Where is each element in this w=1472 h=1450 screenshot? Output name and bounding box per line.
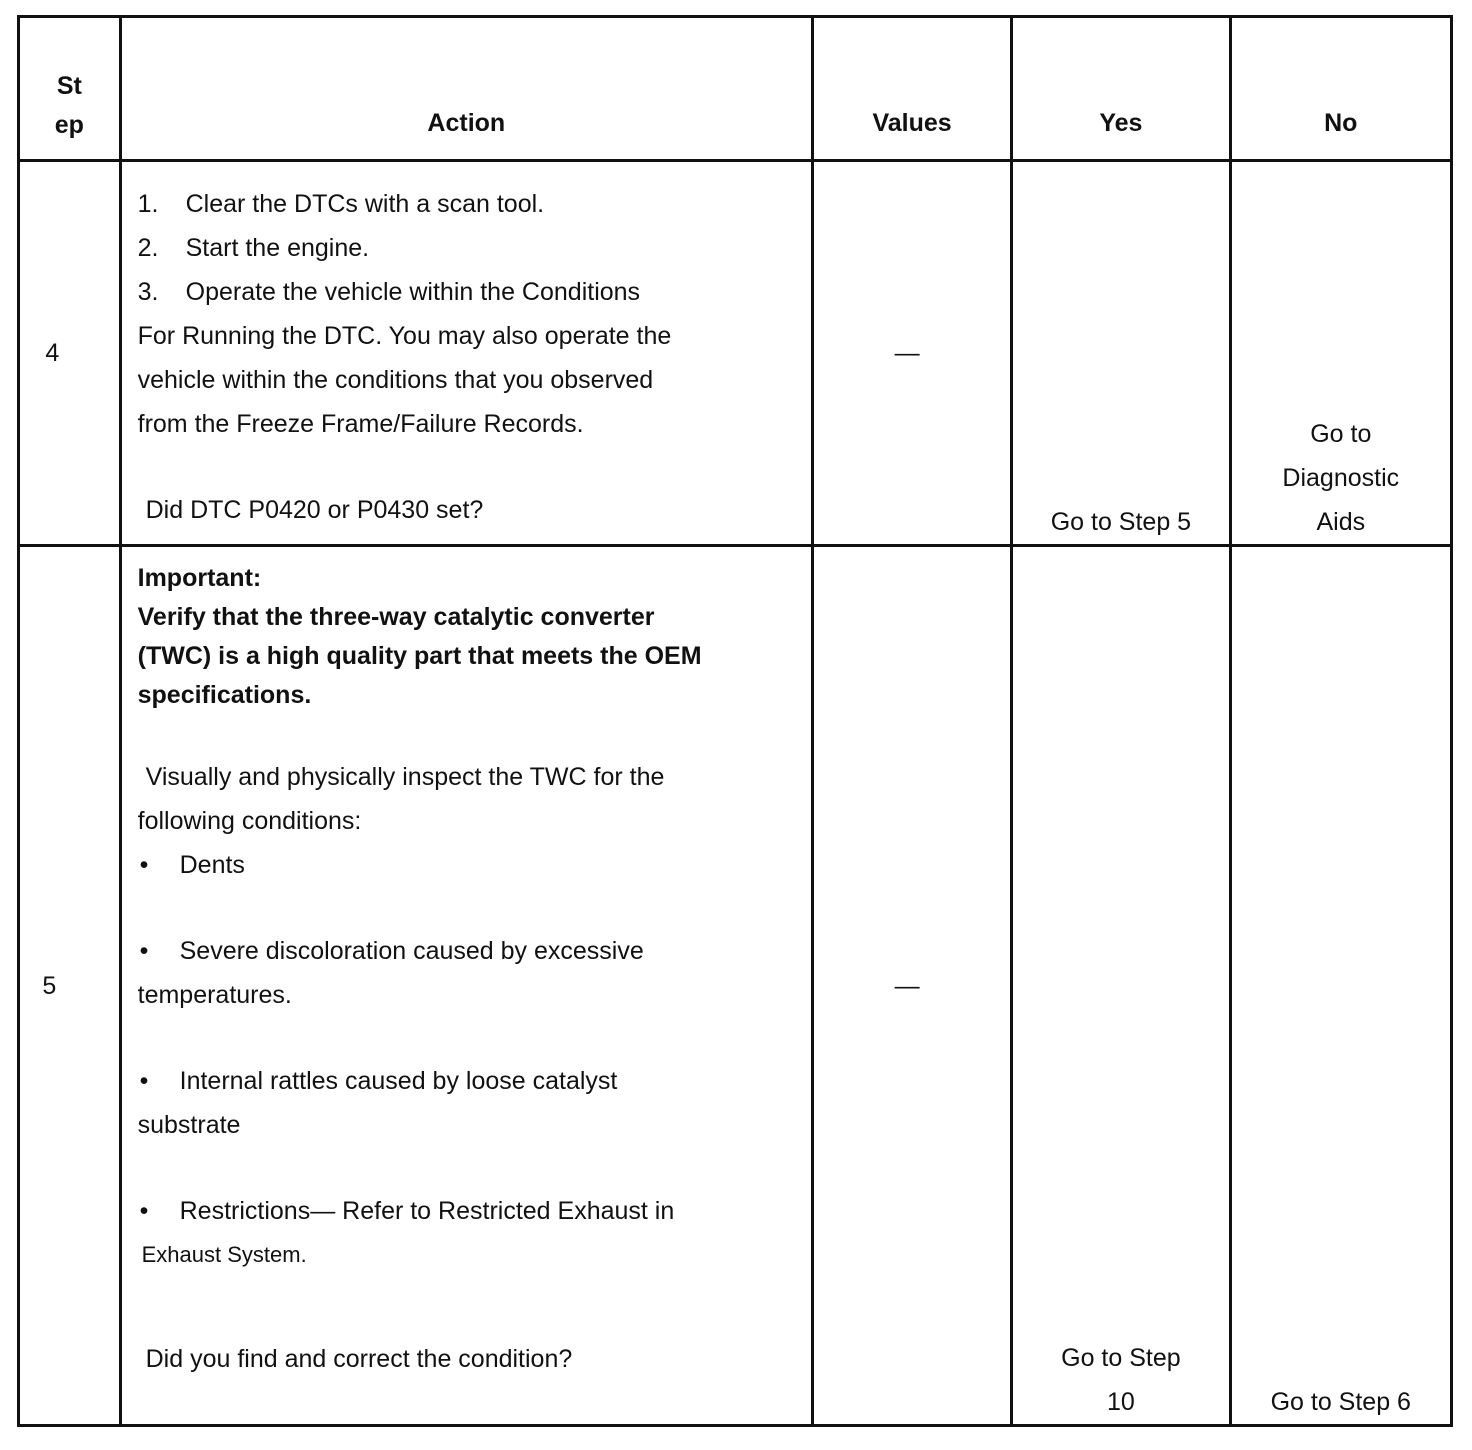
important-note [138,559,795,715]
item-number: 2. [137,234,159,262]
table-row-step-5 [19,546,1452,1426]
bullet-text: Dents [179,851,245,879]
important-line-3: specifications. [137,681,312,709]
intro-line-1: Visually and physically inspect the TWC for the [145,763,665,791]
numbered-item-2 [138,226,795,270]
question-step-4: Did DTC P0420 or P0430 set? [145,496,484,524]
item-text: Clear the DTCs with a scan tool. [185,190,545,218]
header-values: Values [812,17,1011,161]
numbered-item-1 [138,182,795,226]
no-line-3: Aids [1316,508,1366,536]
table-row-step-4 [19,161,1452,546]
values-dash: — [894,339,920,367]
no-line-2: Diagnostic [1282,464,1400,492]
bullet-item-discoloration [138,929,795,973]
bullet-continuation: temperatures. [137,981,292,1009]
item-number: 3. [137,278,159,306]
continuation-line-3: from the Freeze Frame/Failure Records. [137,410,584,438]
step-cell-4 [19,161,121,546]
no-result-5: Go to Step 6 [1270,1388,1411,1416]
values-cell-4 [812,161,1011,546]
question-step-5: Did you find and correct the condition? [145,1345,573,1373]
yes-cell-4 [1012,161,1230,546]
header-step-line2: ep [54,111,84,139]
intro-line-2: following conditions: [137,807,362,835]
bullet-text: Internal rattles caused by loose catalyst [179,1067,618,1095]
bullet-mark: • [139,937,149,965]
continuation-line-2: vehicle within the conditions that you observed [137,366,654,394]
bullet-continuation: substrate [137,1111,241,1139]
yes-line-2: 10 [1106,1388,1135,1416]
bullet-mark: • [139,1197,149,1225]
bullet-mark: • [139,851,149,879]
values-dash: — [894,971,920,1000]
item-text: Start the engine. [185,234,370,262]
item-number: 1. [137,190,159,218]
header-action: Action [120,17,812,161]
no-cell-4 [1230,161,1451,546]
bullet-continuation: Exhaust System. [141,1242,307,1267]
continuation-line-1: For Running the DTC. You may also operate the [137,322,672,350]
header-no: No [1230,17,1451,161]
step-number-5: 5 [42,971,57,1000]
important-line-2: (TWC) is a high quality part that meets the OEM [137,642,702,670]
important-label: Important: [137,564,262,592]
no-line-1: Go to [1310,420,1372,448]
header-row [19,17,1452,161]
yes-result-4: Go to Step 5 [1050,508,1192,536]
item-text: Operate the vehicle within the Conditions [185,278,641,306]
bullet-text: Severe discoloration caused by excessive [179,937,644,965]
bullet-item-dents [138,843,795,887]
step-number-4: 4 [45,339,60,367]
header-yes: Yes [1012,17,1230,161]
bullet-item-rattles [138,1059,795,1103]
numbered-item-3 [138,270,795,314]
action-cell-4 [120,161,812,546]
step-cell-5 [19,546,121,1426]
bullet-text: Restrictions— Refer to Restricted Exhaust in [179,1197,675,1225]
action-cell-5 [120,546,812,1426]
diagnostic-table [17,15,1453,1427]
yes-line-1: Go to Step [1061,1344,1181,1372]
values-cell-5 [812,546,1011,1426]
header-step-line1: St [56,72,82,100]
yes-cell-5 [1012,546,1230,1426]
header-step [19,17,121,161]
bullet-item-restrictions [138,1189,795,1233]
bullet-mark: • [139,1067,149,1095]
important-line-1: Verify that the three-way catalytic converter [137,603,655,631]
no-cell-5 [1230,546,1451,1426]
